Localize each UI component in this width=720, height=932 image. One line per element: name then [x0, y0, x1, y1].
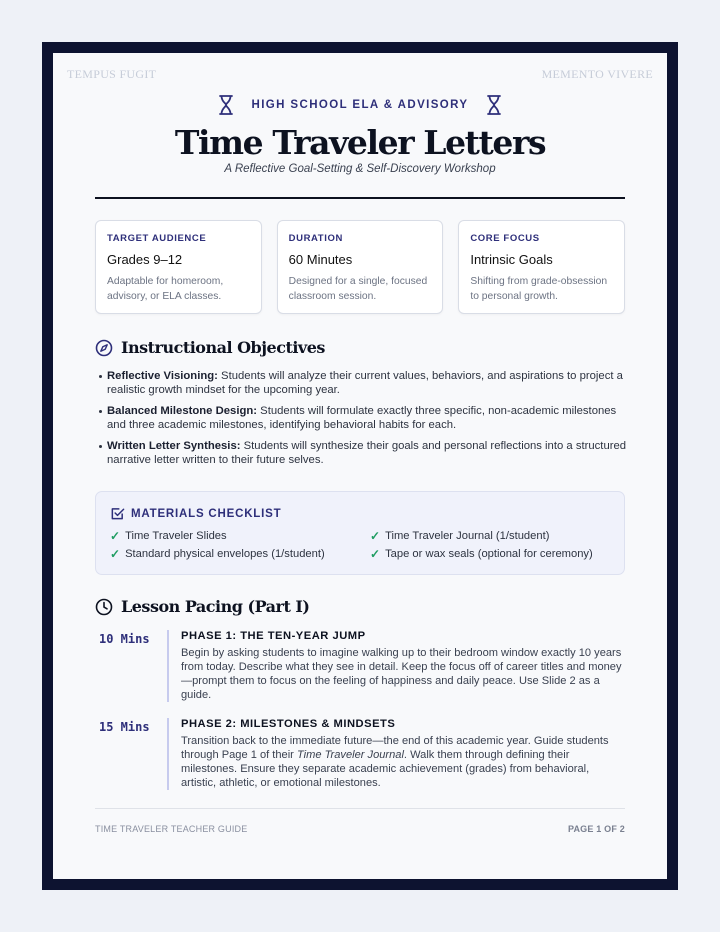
- materials-heading: [110, 506, 610, 521]
- page-title: Time Traveler Letters: [174, 123, 546, 162]
- pacing-heading-text: Lesson Pacing (Part I): [121, 597, 310, 616]
- material-label: Standard physical envelopes (1/student): [125, 548, 325, 560]
- card-label: CORE FOCUS: [470, 233, 540, 244]
- checkbox-icon: [110, 506, 125, 521]
- material-label: Time Traveler Journal (1/student): [385, 530, 550, 542]
- objective-term: Written Letter Synthesis:: [107, 440, 241, 452]
- objectives-heading-text: Instructional Objectives: [121, 338, 325, 357]
- header-kicker: [53, 95, 667, 115]
- clock-icon: [95, 598, 113, 616]
- card-value: Intrinsic Goals: [470, 252, 553, 267]
- info-cards: [95, 220, 625, 314]
- objective-text: Students will formulate exactly three specific, non-academic milestones and three academic milestones, identifying behavioral habits for each.: [107, 405, 617, 431]
- kicker-text: HIGH SCHOOL ELA & ADVISORY: [251, 99, 469, 111]
- material-label: Tape or wax seals (optional for ceremony): [385, 548, 593, 560]
- card-duration: [277, 220, 444, 314]
- phase-duration: 10 Mins: [99, 632, 150, 646]
- corner-motto-right: MEMENTO VIVERE: [541, 67, 653, 81]
- material-label: Time Traveler Slides: [125, 530, 227, 542]
- list-item: [370, 529, 630, 543]
- checkmark-icon: ✓: [370, 547, 381, 561]
- card-core-focus: [458, 220, 625, 314]
- card-label: TARGET AUDIENCE: [107, 233, 207, 244]
- compass-icon: [95, 339, 113, 357]
- phase-body: [167, 718, 625, 790]
- checkmark-icon: ✓: [110, 547, 121, 561]
- list-item: [110, 529, 370, 543]
- card-description: Shifting from grade-obsession to personal growth.: [470, 276, 608, 302]
- phase-text-end: . Walk them through defining their milestones. Ensure they separate academic achievement (grades) from behavioral, artistic, athletic, or emotional milestones.: [181, 749, 590, 789]
- list-item: [107, 369, 627, 397]
- card-value: Grades 9–12: [107, 252, 183, 267]
- list-item: [110, 547, 370, 561]
- checkmark-icon: ✓: [110, 529, 121, 543]
- footer-divider: [95, 808, 625, 809]
- phase-title: PHASE 2: MILESTONES & MINDSETS: [181, 718, 396, 730]
- list-item: [107, 404, 627, 432]
- hourglass-icon: [487, 95, 501, 115]
- phase-title: PHASE 1: THE TEN-YEAR JUMP: [181, 630, 366, 642]
- card-value: 60 Minutes: [288, 252, 353, 267]
- phase-duration: 15 Mins: [99, 720, 150, 734]
- materials-heading-text: MATERIALS CHECKLIST: [131, 507, 282, 520]
- phase-body: [167, 630, 625, 702]
- pacing-phase-2: [99, 718, 629, 790]
- materials-checklist: [95, 491, 625, 575]
- document-page: [53, 53, 667, 879]
- objectives-list: [107, 369, 627, 474]
- objective-text: Students will analyze their current values, behaviors, and aspirations to project a realistic growth mindset for the upcoming year.: [107, 370, 623, 396]
- page-subtitle: A Reflective Goal-Setting & Self-Discovery Workshop: [224, 163, 496, 175]
- objective-term: Reflective Visioning:: [107, 370, 218, 382]
- phase-text: [181, 734, 625, 790]
- objective-term: Balanced Milestone Design:: [107, 405, 258, 417]
- card-label: DURATION: [288, 233, 343, 244]
- materials-grid: [110, 529, 610, 561]
- pacing-heading: [95, 597, 309, 616]
- footer-guide-title: TIME TRAVELER TEACHER GUIDE: [95, 824, 248, 834]
- list-item: [107, 439, 627, 467]
- phase-text-start: Transition back to the immediate future—the end of this academic year. Guide students through Page 1 of their: [181, 735, 609, 761]
- card-description: Designed for a single, focused classroom session.: [288, 276, 428, 302]
- corner-motto-left: TEMPUS FUGIT: [67, 67, 157, 81]
- pacing-phase-1: [99, 630, 629, 702]
- card-description: Adaptable for homeroom, advisory, or ELA classes.: [107, 276, 224, 302]
- page-number: PAGE 1 OF 2: [567, 824, 625, 834]
- hourglass-icon: [219, 95, 233, 115]
- card-target-audience: [95, 220, 262, 314]
- journal-title: Time Traveler Journal: [296, 749, 404, 761]
- list-item: [370, 547, 630, 561]
- title-divider: [95, 197, 625, 199]
- objectives-heading: [95, 338, 325, 357]
- objective-text: Students will synthesize their goals and personal reflections into a structured narrative letter written to their future selves.: [107, 440, 627, 466]
- phase-text: Begin by asking students to imagine walking up to their bedroom window exactly 10 years from today. Describe what they see in detail. Keep the focus off of career titles and money—prompt them to focus on the feeling of happiness and daily peace. Use Slide 2 as a guide.: [181, 647, 622, 701]
- checkmark-icon: ✓: [370, 529, 381, 543]
- page-footer: [95, 824, 625, 834]
